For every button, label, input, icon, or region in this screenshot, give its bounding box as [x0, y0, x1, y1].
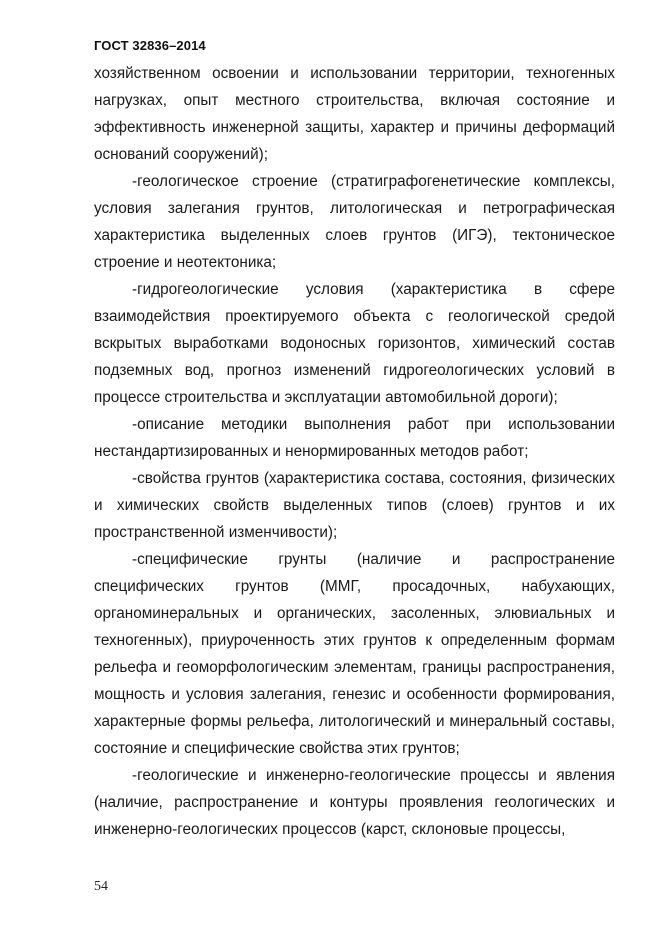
standard-header: ГОСТ 32836–2014	[94, 38, 206, 53]
paragraph-hydrogeological-conditions: -гидрогеологические условия (характеристика в сфере взаимодействия проектируемого объекта с геологической средой вскрытых выработками водоносных горизонтов, химический состав подземных вод, прогноз изменений гидрогеологических условий в процессе строительства и эксплуатации автомобильной дороги);	[94, 281, 615, 406]
paragraph-soil-properties: -свойства грунтов (характеристика состава, состояния, физических и химических свойств выделенных типов (слоев) грунтов и их пространственной изменчивости);	[94, 470, 615, 541]
paragraph-specific-soils: -специфические грунты (наличие и распространение специфических грунтов (ММГ, просадочных, набухающих, органоминеральных и органических, засоленных, элювиальных и техногенных), приуроченность этих грунтов к определенным формам рельефа и геоморфологическим элементам, границы распространения, мощность и условия залегания, генезис и особенности формирования, характерные формы рельефа, литологический и минеральный составы, состояние и специфические свойства этих грунтов;	[94, 551, 615, 757]
page-number: 54	[94, 879, 108, 894]
paragraph-geological-structure: -геологическое строение (стратиграфогенетические комплексы, условия залегания грунтов, литологическая и петрографическая характеристика выделенных слоев грунтов (ИГЭ), тектоническое строение и неотектоника;	[94, 173, 615, 271]
paragraph-continuation: хозяйственном освоении и использовании территории, техногенных нагрузках, опыт местного строительства, включая состояние и эффективность инженерной защиты, характер и причины деформаций оснований сооружений);	[94, 65, 615, 163]
paragraph-geological-processes: -геологические и инженерно-геологические процессы и явления (наличие, распространение и контуры проявления геологических и инженерно-геологических процессов (карст, склоновые процессы,	[94, 767, 615, 838]
body-text	[94, 60, 615, 843]
paragraph-methodology: -описание методики выполнения работ при использовании нестандартизированных и ненормированных методов работ;	[94, 416, 615, 460]
